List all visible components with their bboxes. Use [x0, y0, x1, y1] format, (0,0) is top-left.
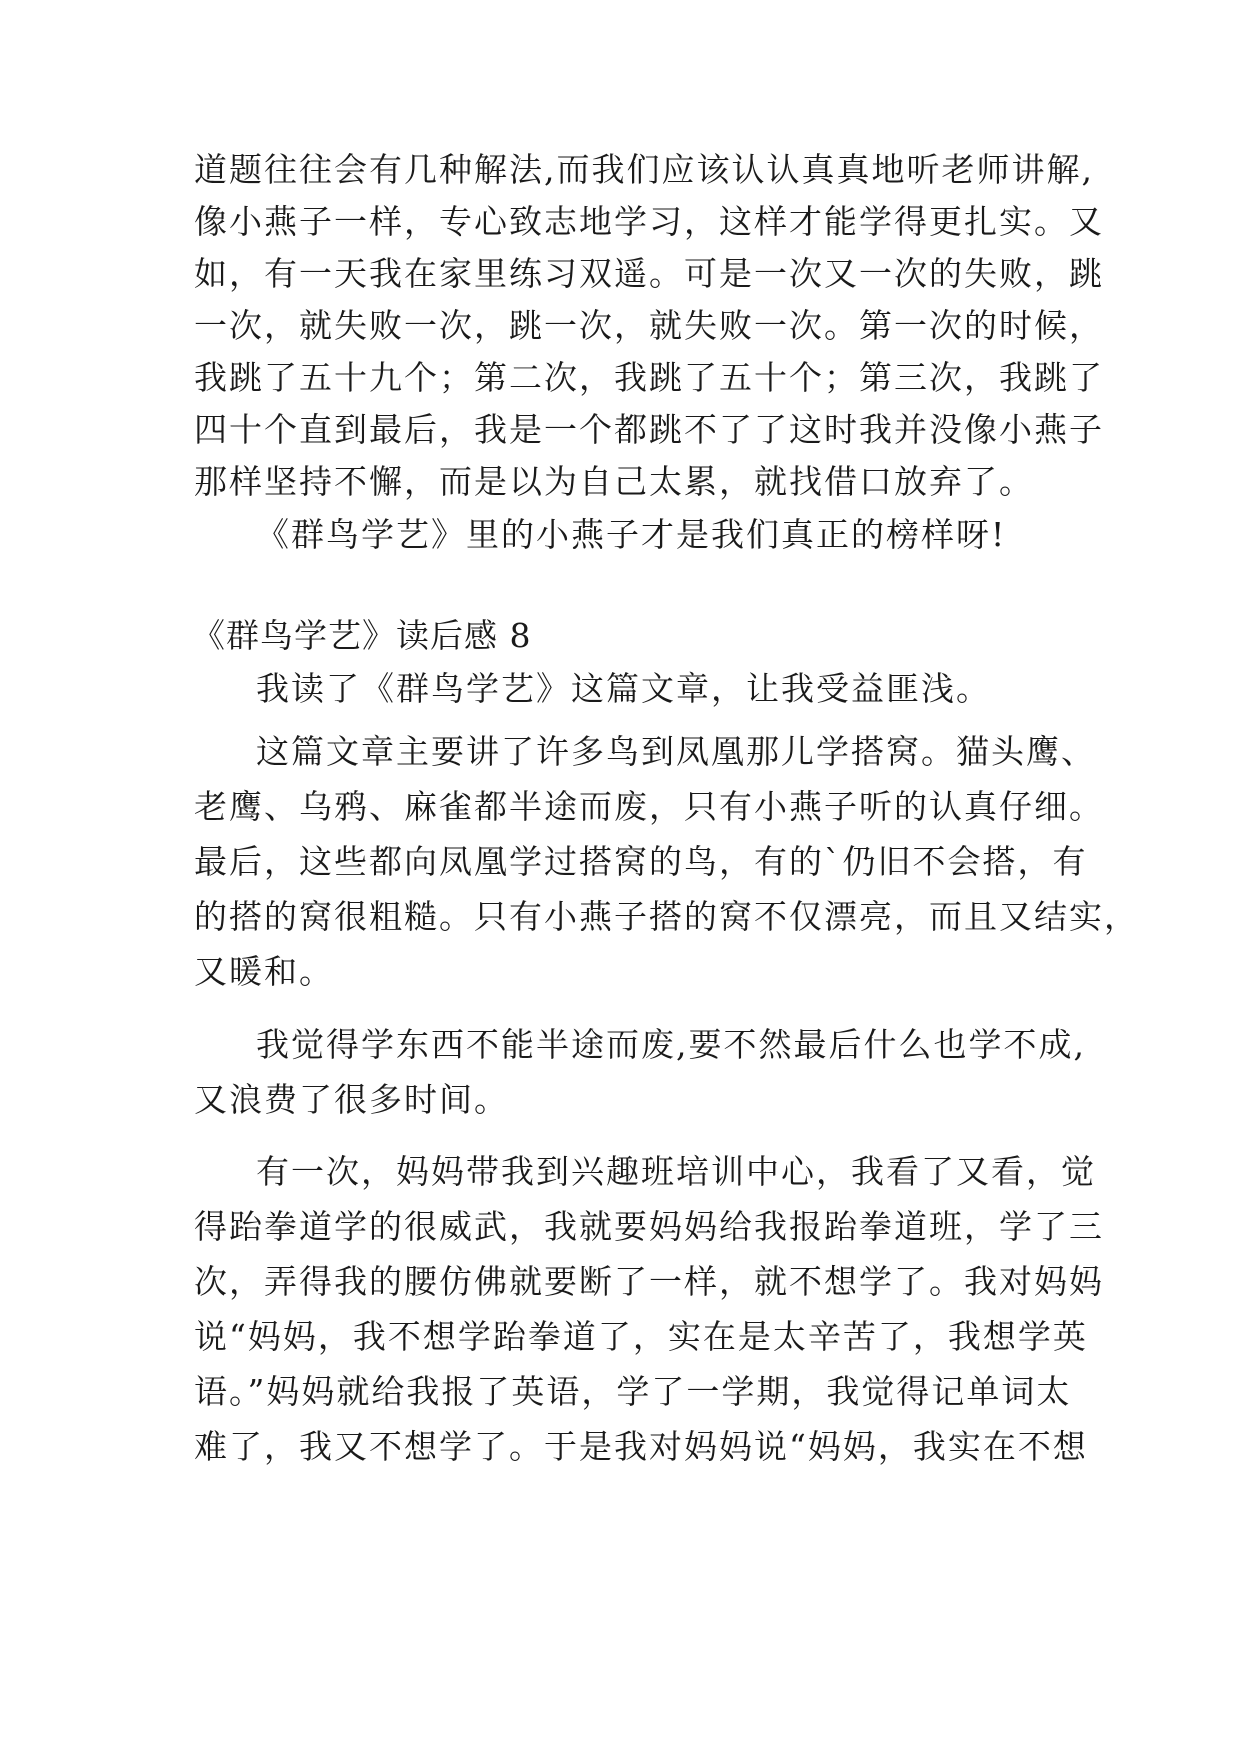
paragraph-line: 难了，我又不想学了。于是我对妈妈说“妈妈，我实在不想 — [194, 1427, 1088, 1466]
paragraph-line: 得跆拳道学的很威武，我就要妈妈给我报跆拳道班，学了三 — [194, 1207, 1104, 1246]
paragraph-line: 有一次，妈妈带我到兴趣班培训中心，我看了又看，觉 — [256, 1152, 1096, 1191]
paragraph-line: 我觉得学东西不能半途而废,要不然最后什么也学不成, — [256, 1025, 1086, 1064]
text-line: 如，有一天我在家里练习双遥。可是一次又一次的失败，跳 — [194, 254, 1104, 293]
text-line: 我跳了五十九个；第二次，我跳了五十个；第三次，我跳了 — [194, 358, 1104, 397]
paragraph-line: 次，弄得我的腰仿佛就要断了一样，就不想学了。我对妈妈 — [194, 1262, 1104, 1301]
paragraph-line: 语。”妈妈就给我报了英语，学了一学期，我觉得记单词太 — [194, 1372, 1072, 1411]
paragraph-line: 的搭的窝很粗糙。只有小燕子搭的窝不仅漂亮，而且又结实， — [194, 897, 1139, 936]
closing-line: 《群鸟学艺》里的小燕子才是我们真正的榜样呀! — [256, 515, 1007, 554]
paragraph-line: 又暖和。 — [194, 952, 334, 991]
text-line: 道题往往会有几种解法,而我们应该认认真真地听老师讲解, — [194, 150, 1094, 189]
text-line: 四十个直到最后，我是一个都跳不了了这时我并没像小燕子 — [194, 410, 1104, 449]
text-line: 一次，就失败一次，跳一次，就失败一次。第一次的时候， — [194, 306, 1104, 345]
paragraph-line: 老鹰、乌鸦、麻雀都半途而废，只有小燕子听的认真仔细。 — [194, 787, 1104, 826]
paragraph-line: 最后，这些都向凤凰学过搭窝的鸟，有的`仍旧不会搭，有 — [194, 842, 1088, 881]
section-title: 《群鸟学艺》读后感 8 — [192, 616, 532, 655]
paragraph-line: 说“妈妈，我不想学跆拳道了，实在是太辛苦了，我想学英 — [194, 1317, 1088, 1356]
paragraph-line: 我读了《群鸟学艺》这篇文章，让我受益匪浅。 — [256, 669, 991, 708]
paragraph-line: 这篇文章主要讲了许多鸟到凤凰那儿学搭窝。猫头鹰、 — [256, 732, 1096, 771]
paragraph-line: 又浪费了很多时间。 — [194, 1080, 509, 1119]
text-line: 像小燕子一样，专心致志地学习，这样才能学得更扎实。又 — [194, 202, 1104, 241]
text-line: 那样坚持不懈，而是以为自己太累，就找借口放弃了。 — [194, 462, 1034, 501]
